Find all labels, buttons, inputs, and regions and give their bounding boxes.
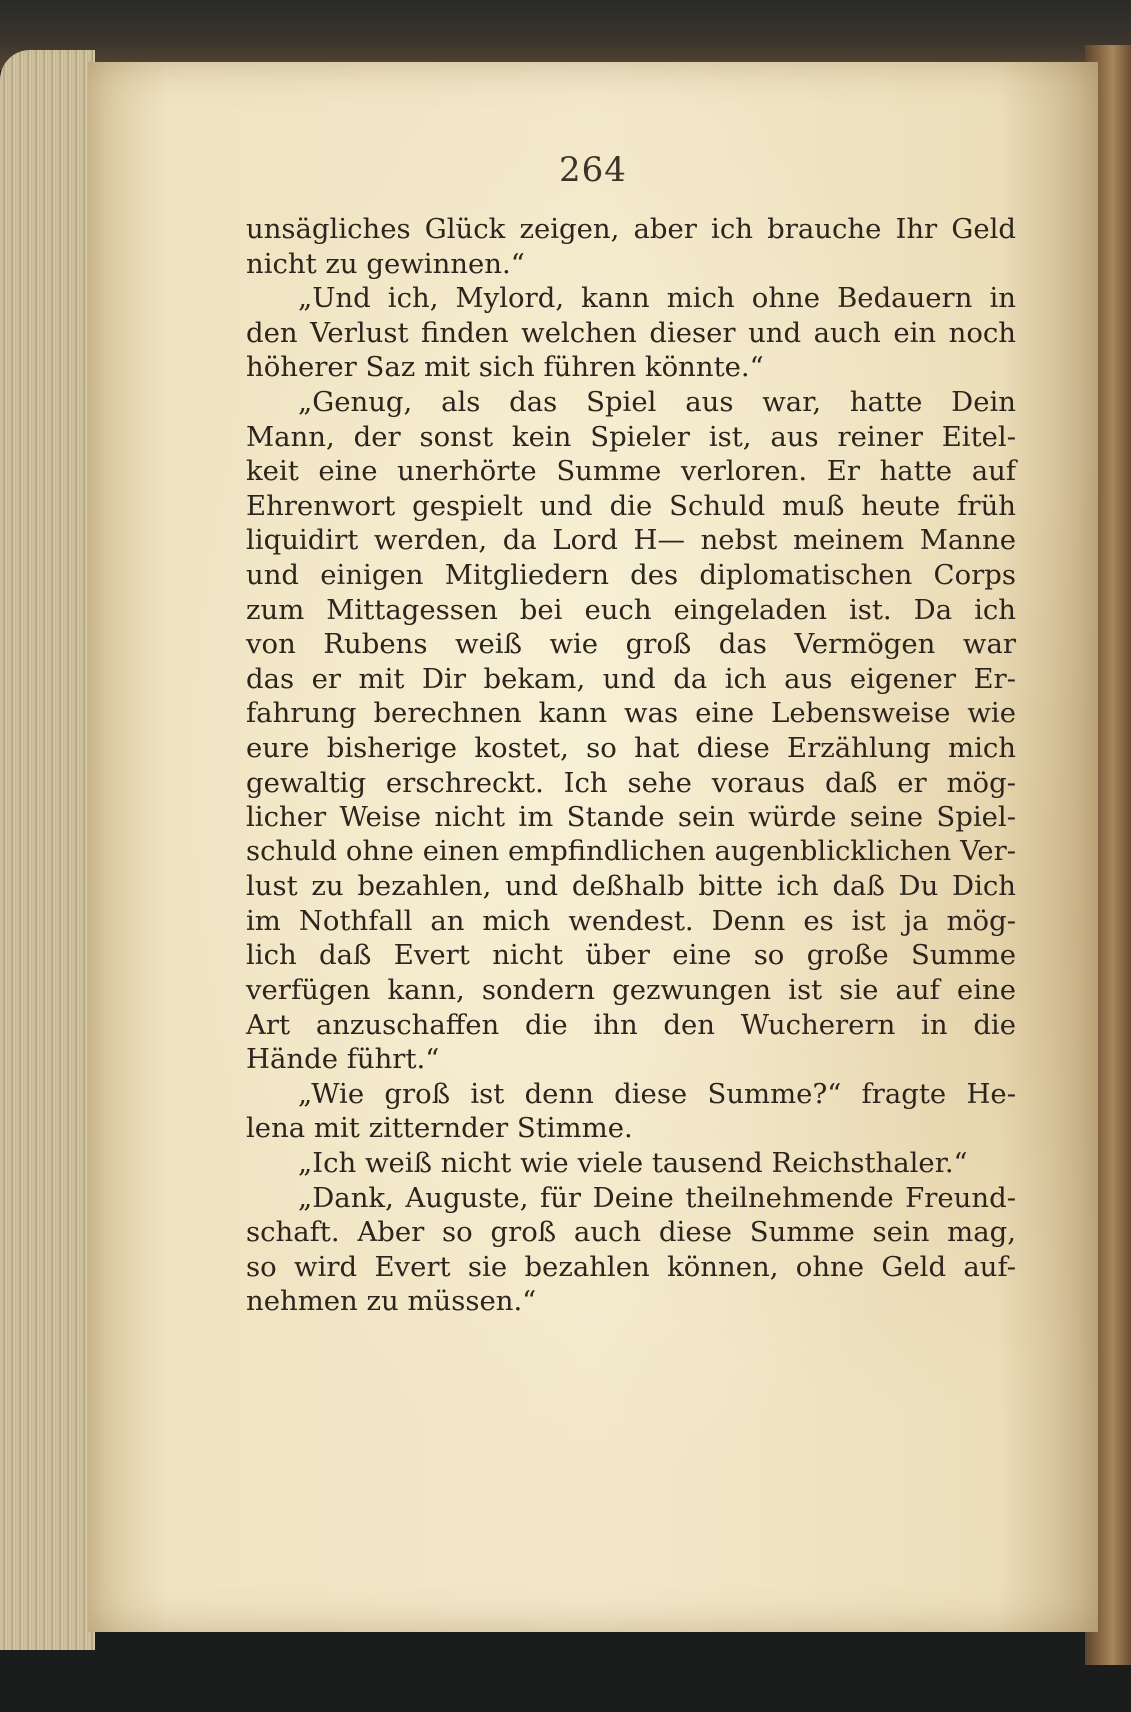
text-line: lena mit zitternder Stimme. <box>246 1112 633 1145</box>
text-line: das er mit Dir bekam, und da ich aus eigener Er- <box>246 662 1016 695</box>
page-number: 264 <box>559 150 627 190</box>
text-line: nicht zu gewinnen.“ <box>246 247 525 280</box>
text-line: Hände führt.“ <box>246 1043 440 1076</box>
text-line: unsägliches Glück zeigen, aber ich brauche Ihr Geld <box>246 213 1016 245</box>
text-line: „Dank, Auguste, für Deine theilnehmende Freund- <box>298 1181 1016 1214</box>
book-page <box>88 62 1098 1632</box>
text-line: „Und ich, Mylord, kann mich ohne Bedauern in <box>298 282 1016 315</box>
text-line: im Nothfall an mich wendest. Denn es ist ja mög- <box>246 904 1016 937</box>
text-line: von Rubens weiß wie groß das Vermögen war <box>246 628 1016 661</box>
text-line: eure bisherige kostet, so hat diese Erzählung mich <box>246 731 1016 764</box>
body-text <box>246 212 1016 1319</box>
text-line: Ehrenwort gespielt und die Schuld muß heute früh <box>246 489 1016 522</box>
text-line: „Genug, als das Spiel aus war, hatte Dein <box>298 385 1016 418</box>
text-line: zum Mittagessen bei euch eingeladen ist. Da ich <box>246 593 1016 626</box>
text-line: so wird Evert sie bezahlen können, ohne Geld auf- <box>246 1250 1016 1283</box>
text-line: fahrung berechnen kann was eine Lebensweise wie <box>246 697 1016 730</box>
text-line: Mann, der sonst kein Spieler ist, aus reiner Eitel- <box>246 420 1016 453</box>
text-line: höherer Saz mit sich führen könnte.“ <box>246 351 764 384</box>
text-line: schaft. Aber so groß auch diese Summe sein mag, <box>246 1216 1016 1249</box>
text-line: nehmen zu müssen.“ <box>246 1285 537 1318</box>
text-line: den Verlust finden welchen dieser und auch ein noch <box>246 316 1016 349</box>
text-line: gewaltig erschreckt. Ich sehe voraus daß er mög- <box>246 766 1016 799</box>
text-line: lich daß Evert nicht über eine so große Summe <box>246 939 1016 972</box>
scan-background <box>0 1625 1131 1712</box>
text-line: „Ich weiß nicht wie viele tausend Reichsthaler.“ <box>298 1147 968 1180</box>
page-stack <box>0 50 95 1650</box>
text-line: Art anzuschaffen die ihn den Wucherern in die <box>246 1008 1016 1041</box>
text-line: schuld ohne einen empfindlichen augenblicklichen Ver- <box>246 835 1016 867</box>
text-line: lust zu bezahlen, und deßhalb bitte ich daß Du Dich <box>246 870 1016 903</box>
text-line: verfügen kann, sondern gezwungen ist sie auf eine <box>246 974 1016 1007</box>
text-line: liquidirt werden, da Lord H— nebst meinem Manne <box>246 524 1016 557</box>
text-line: „Wie groß ist denn diese Summe?“ fragte He- <box>298 1077 1016 1110</box>
text-line: keit eine unerhörte Summe verloren. Er hatte auf <box>246 455 1016 488</box>
text-line: licher Weise nicht im Stande sein würde seine Spiel- <box>246 801 1016 834</box>
book-top-edge <box>0 0 1131 70</box>
text-line: und einigen Mitgliedern des diplomatischen Corps <box>246 558 1016 591</box>
